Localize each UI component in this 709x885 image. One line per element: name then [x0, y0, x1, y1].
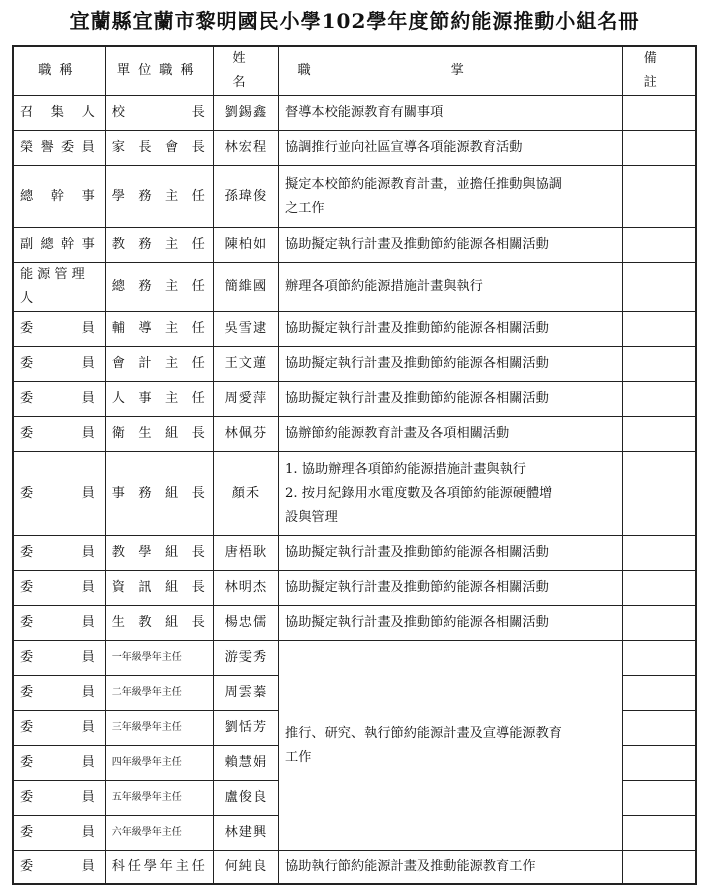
cell-unit: 生教組長 — [105, 606, 213, 641]
cell-duty — [279, 851, 623, 884]
duty-line: 推行、研究、執行節約能源計畫及宣導能源教育 — [285, 725, 562, 741]
duty-line: 1. 協助辦理各項節約能源措施計畫與執行 — [285, 461, 526, 477]
cell-name: 周愛萍 — [213, 382, 278, 417]
cell-name: 劉錫鑫 — [213, 96, 278, 131]
cell-note — [623, 263, 696, 312]
cell-title: 委員 — [13, 417, 105, 452]
header-duty: 職掌 — [279, 46, 623, 96]
cell-note — [623, 816, 696, 851]
cell-name: 周雲蓁 — [213, 676, 278, 711]
cell-duty — [279, 131, 623, 166]
cell-unit: 人事主任 — [105, 382, 213, 417]
header-unit: 單位職稱 — [105, 46, 213, 96]
cell-name: 游雯秀 — [213, 641, 278, 676]
cell-unit: 資訊組長 — [105, 571, 213, 606]
cell-duty — [279, 96, 623, 131]
cell-unit: 教學組長 — [105, 536, 213, 571]
cell-note — [623, 131, 696, 166]
header-note: 備註 — [623, 46, 696, 96]
table-row — [13, 571, 696, 606]
table-row — [13, 606, 696, 641]
duty-line: 擬定本校節約能源教育計畫，並擔任推動與協調 — [285, 176, 562, 192]
cell-unit: 教務主任 — [105, 228, 213, 263]
cell-title: 委員 — [13, 746, 105, 781]
cell-name: 劉恬芳 — [213, 711, 278, 746]
duty-line: 協助擬定執行計畫及推動節約能源各相關活動 — [285, 391, 549, 406]
cell-title: 委員 — [13, 606, 105, 641]
duty-line: 工作 — [285, 749, 312, 765]
table-row — [13, 347, 696, 382]
cell-unit: 一年級學年主任 — [105, 641, 213, 676]
cell-note — [623, 347, 696, 382]
cell-note — [623, 228, 696, 263]
duty-line: 協調推行並向社區宣導各項能源教育活動 — [285, 140, 523, 155]
cell-unit: 家長會長 — [105, 131, 213, 166]
cell-title: 召集人 — [13, 96, 105, 131]
cell-duty — [279, 606, 623, 641]
document-title: 宜蘭縣宜蘭市黎明國民小學102學年度節約能源推動小組名冊 — [69, 9, 640, 33]
cell-title: 委員 — [13, 816, 105, 851]
header-name: 姓名 — [213, 46, 278, 96]
cell-unit: 學務主任 — [105, 166, 213, 228]
table-row — [13, 312, 696, 347]
cell-note — [623, 417, 696, 452]
cell-name: 楊忠儒 — [213, 606, 278, 641]
cell-name: 林建興 — [213, 816, 278, 851]
cell-title: 委員 — [13, 851, 105, 884]
roster-body — [13, 96, 696, 884]
duty-line: 協助擬定執行計畫及推動節約能源各相關活動 — [285, 545, 549, 560]
cell-unit: 會計主任 — [105, 347, 213, 382]
duty-line: 協助擬定執行計畫及推動節約能源各相關活動 — [285, 321, 549, 336]
duty-line: 協助擬定執行計畫及推動節約能源各相關活動 — [285, 356, 549, 371]
cell-duty-shared — [279, 641, 623, 851]
table-row — [13, 96, 696, 131]
cell-title: 能源管理人 — [13, 263, 105, 312]
duty-line: 2. 按月紀錄用水電度數及各項節約能源硬體增 — [285, 485, 553, 501]
cell-name: 盧俊良 — [213, 781, 278, 816]
cell-title: 總幹事 — [13, 166, 105, 228]
duty-line: 協辦節約能源教育計畫及各項相關活動 — [285, 426, 510, 441]
cell-note — [623, 312, 696, 347]
cell-name: 王文蓮 — [213, 347, 278, 382]
cell-title: 委員 — [13, 347, 105, 382]
cell-name: 陳柏如 — [213, 228, 278, 263]
cell-unit: 輔導主任 — [105, 312, 213, 347]
cell-title: 委員 — [13, 571, 105, 606]
cell-duty — [279, 228, 623, 263]
table-row — [13, 131, 696, 166]
cell-note — [623, 746, 696, 781]
table-row — [13, 263, 696, 312]
cell-duty — [279, 166, 623, 228]
cell-title: 委員 — [13, 312, 105, 347]
cell-duty — [279, 382, 623, 417]
cell-duty — [279, 536, 623, 571]
cell-name: 何純良 — [213, 851, 278, 884]
cell-name: 林宏程 — [213, 131, 278, 166]
cell-duty — [279, 417, 623, 452]
cell-note — [623, 452, 696, 536]
header-row — [13, 46, 696, 96]
cell-name: 唐梧耿 — [213, 536, 278, 571]
cell-note — [623, 711, 696, 746]
cell-duty — [279, 452, 623, 536]
cell-name: 簡維國 — [213, 263, 278, 312]
cell-unit: 三年級學年主任 — [105, 711, 213, 746]
cell-unit: 二年級學年主任 — [105, 676, 213, 711]
duty-line: 協助擬定執行計畫及推動節約能源各相關活動 — [285, 615, 549, 630]
cell-unit: 總務主任 — [105, 263, 213, 312]
roster-table — [12, 45, 697, 885]
cell-note — [623, 606, 696, 641]
cell-note — [623, 571, 696, 606]
cell-unit: 六年級學年主任 — [105, 816, 213, 851]
cell-unit: 四年級學年主任 — [105, 746, 213, 781]
table-row — [13, 228, 696, 263]
cell-duty — [279, 347, 623, 382]
cell-name: 吳雪逮 — [213, 312, 278, 347]
table-row — [13, 452, 696, 536]
table-row — [13, 417, 696, 452]
cell-note — [623, 382, 696, 417]
cell-title: 委員 — [13, 781, 105, 816]
table-row — [13, 536, 696, 571]
cell-unit: 五年級學年主任 — [105, 781, 213, 816]
cell-title: 榮譽委員 — [13, 131, 105, 166]
cell-note — [623, 96, 696, 131]
cell-name: 賴慧娟 — [213, 746, 278, 781]
table-row — [13, 382, 696, 417]
cell-unit: 科任學年主任 — [105, 851, 213, 884]
cell-name: 孫瑋俊 — [213, 166, 278, 228]
cell-note — [623, 536, 696, 571]
cell-note — [623, 166, 696, 228]
duty-line: 協助擬定執行計畫及推動節約能源各相關活動 — [285, 580, 549, 595]
cell-name: 顏禾 — [213, 452, 278, 536]
header-title: 職稱 — [13, 46, 105, 96]
duty-line: 協助執行節約能源計畫及推動能源教育工作 — [285, 858, 536, 874]
cell-title: 委員 — [13, 641, 105, 676]
cell-unit: 衛生組長 — [105, 417, 213, 452]
duty-line: 協助擬定執行計畫及推動節約能源各相關活動 — [285, 237, 549, 252]
table-row-grade — [13, 641, 696, 676]
cell-title: 委員 — [13, 676, 105, 711]
cell-unit: 事務組長 — [105, 452, 213, 536]
cell-duty — [279, 263, 623, 312]
cell-note — [623, 641, 696, 676]
cell-title: 委員 — [13, 711, 105, 746]
cell-note — [623, 851, 696, 884]
cell-title: 委員 — [13, 382, 105, 417]
table-row — [13, 851, 696, 884]
table-row — [13, 166, 696, 228]
duty-line: 之工作 — [285, 200, 325, 216]
cell-unit: 校長 — [105, 96, 213, 131]
cell-note — [623, 781, 696, 816]
cell-title: 副總幹事 — [13, 228, 105, 263]
duty-line: 督導本校能源教育有關事項 — [285, 105, 444, 120]
cell-duty — [279, 312, 623, 347]
cell-title: 委員 — [13, 452, 105, 536]
cell-name: 林明杰 — [213, 571, 278, 606]
cell-note — [623, 676, 696, 711]
cell-name: 林佩芬 — [213, 417, 278, 452]
cell-duty — [279, 571, 623, 606]
duty-line: 辦理各項節約能源措施計畫與執行 — [285, 279, 483, 294]
duty-line: 設與管理 — [285, 509, 338, 525]
cell-title: 委員 — [13, 536, 105, 571]
